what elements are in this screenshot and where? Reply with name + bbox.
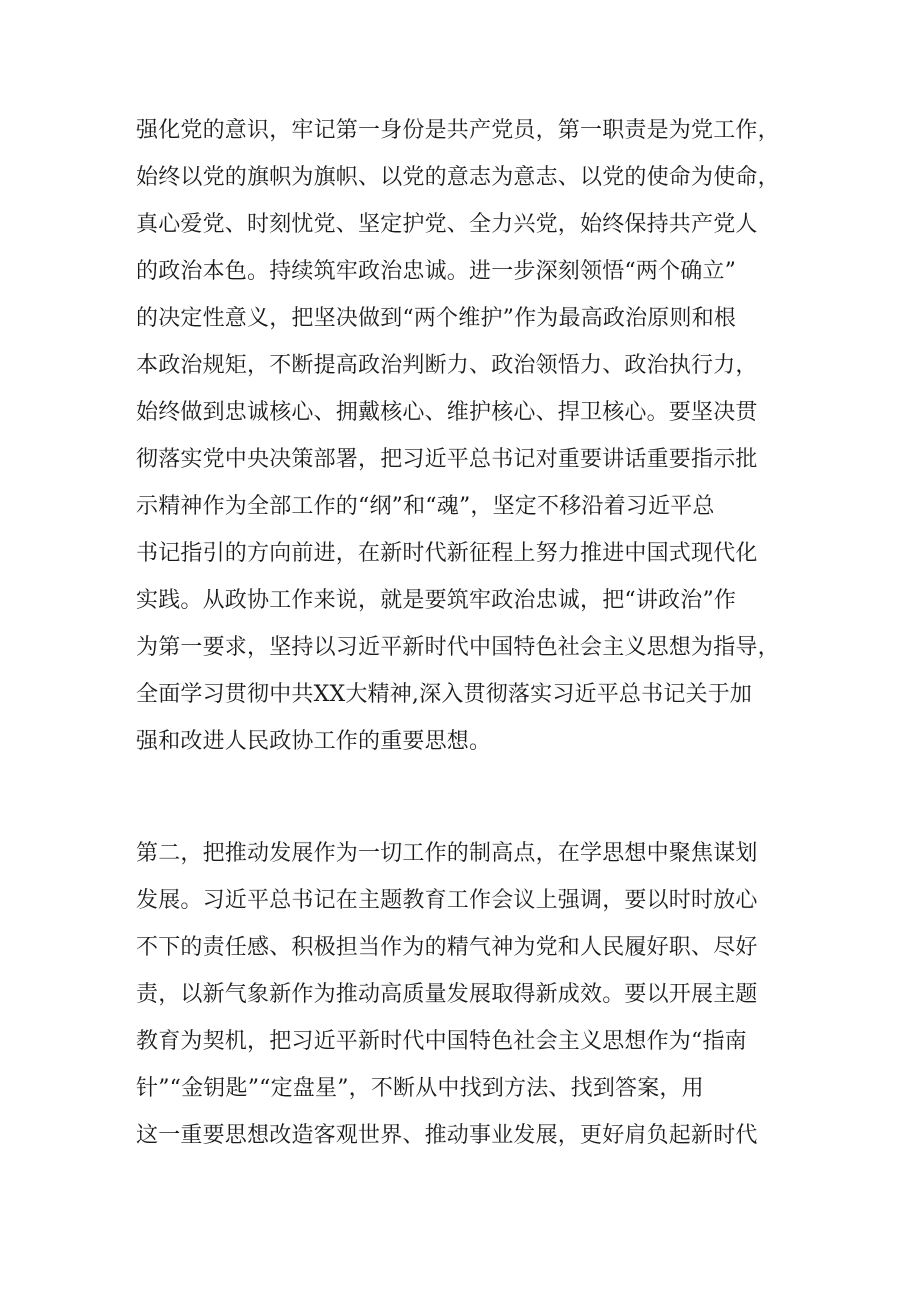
text-line: 这一重要思想改造客观世界、推动事业发展，更好肩负起新时代 — [136, 1123, 758, 1148]
text-line: 强化党的意识，牢记第一身份是共产党员，第一职责是为党工作， — [136, 118, 780, 143]
text-line: 发展。习近平总书记在主题教育工作会议上强调，要以时时放心 — [136, 888, 758, 913]
text-line: 不下的责任感、积极担当作为的精气神为党和人民履好职、尽好 — [136, 935, 758, 960]
text-line: 示精神作为全部工作的“纲”和“魂”，坚定不移沿着习近平总 — [136, 494, 715, 519]
text-line: 实践。从政协工作来说，就是要筑牢政治忠诚，把“讲政治”作 — [136, 588, 737, 613]
text-line: 教育为契机，把习近平新时代中国特色社会主义思想作为“指南 — [136, 1029, 747, 1054]
text-line: 书记指引的方向前进，在新时代新征程上努力推进中国式现代化 — [136, 541, 758, 566]
text-line: 责，以新气象新作为推动高质量发展取得新成效。要以开展主题 — [136, 982, 758, 1007]
text-line: 全面学习贯彻中共XX大精神,深入贯彻落实习近平总书记关于加 — [136, 682, 753, 707]
text-line: 始终以党的旗帜为旗帜、以党的意志为意志、以党的使命为使命， — [136, 165, 780, 190]
text-line: 为第一要求，坚持以习近平新时代中国特色社会主义思想为指导， — [136, 635, 780, 660]
text-line: 彻落实党中央决策部署，把习近平总书记对重要讲话重要指示批 — [136, 447, 758, 472]
text-line: 本政治规矩，不断提高政治判断力、政治领悟力、政治执行力， — [136, 353, 758, 378]
text-line: 的决定性意义，把坚决做到“两个维护”作为最高政治原则和根 — [136, 306, 737, 331]
text-line: 的政治本色。持续筑牢政治忠诚。进一步深刻领悟“两个确立” — [136, 259, 737, 284]
text-line: 强和改进人民政协工作的重要思想。 — [136, 729, 492, 754]
text-line: 针”“金钥匙”“定盘星”，不断从中找到方法、找到答案，用 — [136, 1076, 704, 1101]
text-line: 始终做到忠诚核心、拥戴核心、维护核心、捍卫核心。要坚决贯 — [136, 400, 758, 425]
text-line: 第二，把推动发展作为一切工作的制高点，在学思想中聚焦谋划 — [136, 841, 758, 866]
text-line: 真心爱党、时刻忧党、坚定护党、全力兴党，始终保持共产党人 — [136, 212, 758, 237]
